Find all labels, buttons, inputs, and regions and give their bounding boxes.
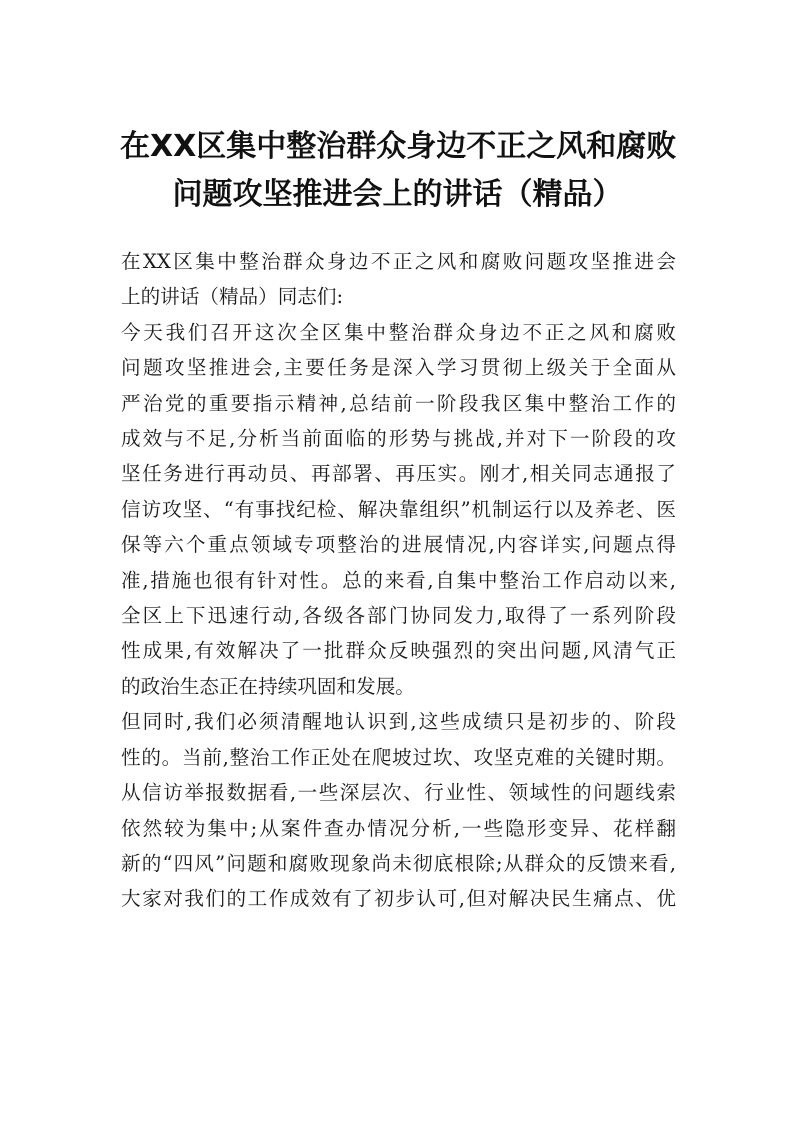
text-line: 准,措施也很有针对性。总的来看,自集中整治工作启动以来,	[121, 568, 676, 592]
text-line: 坚任务进行再动员、再部署、再压实。刚才,相关同志通报了	[121, 462, 676, 486]
text-line: 性成果,有效解决了一批群众反映强烈的突出问题,风清气正	[121, 639, 676, 663]
text-line: 依然较为集中;从案件查办情况分析,一些隐形变异、花样翻	[121, 816, 676, 840]
text-line: 大家对我们的工作成效有了初步认可,但对解决民生痛点、优	[121, 887, 676, 911]
text-line: 成效与不足,分析当前面临的形势与挑战,并对下一阶段的攻	[121, 427, 676, 451]
paragraph-opening	[121, 244, 676, 315]
text-line: 的政治生态正在持续巩固和发展。	[121, 674, 415, 698]
paragraph-achievements	[121, 315, 676, 704]
text-line: 新的“四风”问题和腐败现象尚未彻底根除;从群众的反馈来看,	[121, 851, 676, 875]
title-line: 在XX区集中整治群众身边不正之风和腐败	[120, 129, 677, 164]
title-line: 问题攻坚推进会上的讲话（精品）	[172, 177, 623, 212]
text-line: 从信访举报数据看,一些深层次、行业性、领域性的问题线索	[121, 781, 676, 805]
text-line: 保等六个重点领域专项整治的进展情况,内容详实,问题点得	[121, 533, 676, 557]
text-line: 但同时,我们必须清醒地认识到,这些成绩只是初步的、阶段	[121, 710, 676, 734]
text-line: 问题攻坚推进会,主要任务是深入学习贯彻上级关于全面从	[121, 356, 676, 380]
text-line: 在XX区集中整治群众身边不正之风和腐败问题攻坚推进会	[121, 250, 676, 273]
text-line: 今天我们召开这次全区集中整治群众身边不正之风和腐败	[121, 320, 676, 344]
text-line: 上的讲话（精品）同志们:	[121, 285, 344, 309]
document-title	[120, 123, 675, 219]
text-line: 性的。当前,整治工作正处在爬坡过坎、攻坚克难的关键时期。	[121, 745, 676, 769]
paragraph-challenges	[121, 704, 676, 916]
document-body	[121, 244, 676, 917]
text-line: 严治党的重要指示精神,总结前一阶段我区集中整治工作的	[121, 391, 676, 415]
text-line: 全区上下迅速行动,各级各部门协同发力,取得了一系列阶段	[121, 604, 676, 628]
text-line: 信访攻坚、“有事找纪检、解决靠组织”机制运行以及养老、医	[121, 497, 676, 521]
